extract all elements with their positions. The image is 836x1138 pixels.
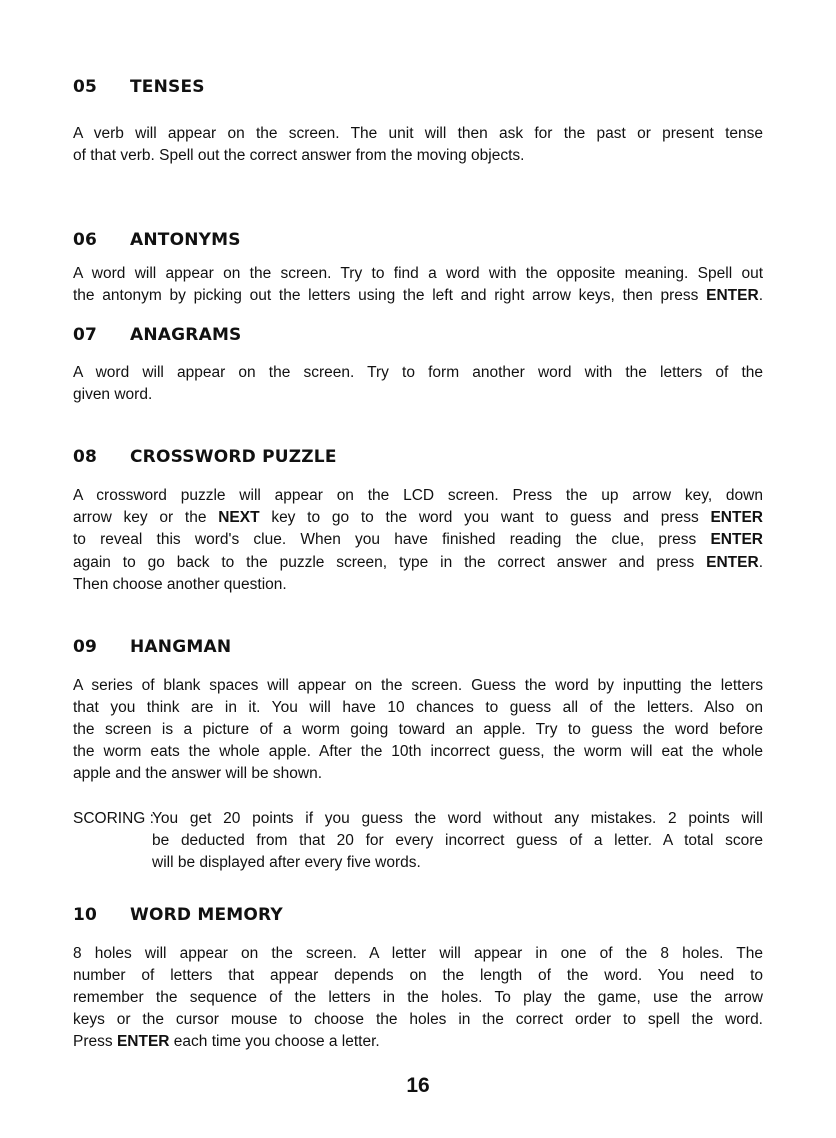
text-segment: A series of blank spaces will appear on the screen. Guess the word by inputting the letters — [73, 677, 763, 694]
text-segment: number of letters that appear depends on the length of the word. You need to — [73, 967, 763, 984]
text-segment: key to go to the word you want to guess and press — [259, 509, 711, 526]
body-text-line — [73, 146, 763, 166]
body-text-line — [73, 124, 763, 144]
body-text-line — [152, 809, 763, 829]
text-segment: apple and the answer will be shown. — [73, 765, 323, 782]
body-text-line — [73, 486, 763, 506]
text-segment: keys or the cursor mouse to choose the holes in the correct order to spell the word. — [73, 1011, 763, 1028]
body-text-line — [73, 742, 763, 762]
text-segment: . — [758, 287, 763, 304]
text-segment: be deducted from that 20 for every incorrect guess of a letter. A total score — [152, 832, 763, 849]
section-number: 09 — [73, 637, 98, 657]
body-text-line — [73, 764, 763, 784]
section-title: ANTONYMS — [130, 230, 241, 250]
body-text-line — [73, 286, 763, 306]
page-number: 16 — [406, 1074, 430, 1097]
body-text-line — [73, 988, 763, 1008]
text-segment: Press — [73, 1033, 117, 1050]
section-title: ANAGRAMS — [130, 325, 242, 345]
section-number: 10 — [73, 905, 98, 925]
text-segment: to reveal this word's clue. When you have finished reading the clue, press — [73, 531, 711, 548]
text-segment: arrow key or the — [73, 509, 219, 526]
body-text-line — [73, 720, 763, 740]
text-segment: A verb will appear on the screen. The unit will then ask for the past or present tense — [73, 125, 763, 142]
section-title: HANGMAN — [130, 637, 232, 657]
text-segment: A crossword puzzle will appear on the LCD screen. Press the up arrow key, down — [73, 487, 763, 504]
section-number: 08 — [73, 447, 98, 467]
body-text-line — [73, 508, 763, 528]
bold-key-name: ENTER — [116, 1033, 170, 1050]
body-text-line — [73, 553, 763, 573]
text-segment: . — [758, 554, 763, 571]
body-text-line — [73, 575, 763, 595]
bold-key-name: ENTER — [710, 509, 764, 526]
text-segment: A word will appear on the screen. Try to find a word with the opposite meaning. Spell out — [73, 265, 763, 282]
section-title: CROSSWORD PUZZLE — [130, 447, 337, 467]
section-number: 07 — [73, 325, 98, 345]
text-segment: A word will appear on the screen. Try to form another word with the letters of the — [73, 364, 763, 381]
bold-key-name: ENTER — [706, 554, 759, 571]
text-segment: of that verb. Spell out the correct answer from the moving objects. — [73, 147, 525, 164]
text-segment: will be displayed after every five words. — [152, 854, 421, 871]
bold-key-name: NEXT — [218, 509, 260, 526]
section-title: WORD MEMORY — [130, 905, 283, 925]
text-segment: that you think are in it. You will have 10 chances to guess all of the letters. Also on — [73, 699, 763, 716]
body-text-line — [152, 853, 763, 873]
bold-key-name: ENTER — [710, 531, 763, 548]
section-number: 05 — [73, 77, 98, 97]
text-segment: the antonym by picking out the letters using the left and right arrow keys, then press — [73, 287, 707, 304]
body-text-line — [73, 1010, 763, 1030]
body-text-line — [73, 385, 763, 405]
body-text-line — [73, 1032, 763, 1052]
body-text-line — [73, 698, 763, 718]
text-segment: 8 holes will appear on the screen. A letter will appear in one of the 8 holes. The — [73, 945, 763, 962]
text-segment: the screen is a picture of a worm going toward an apple. Try to guess the word before — [73, 721, 763, 738]
text-segment: Then choose another question. — [73, 576, 287, 593]
text-segment: the worm eats the whole apple. After the 10th incorrect guess, the worm will eat the whole — [73, 743, 763, 760]
body-text-line — [73, 944, 763, 964]
body-text-line — [73, 363, 763, 383]
text-segment: each time you choose a letter. — [169, 1033, 380, 1050]
bold-key-name: ENTER — [706, 287, 759, 304]
section-number: 06 — [73, 230, 98, 250]
text-segment: given word. — [73, 386, 153, 403]
body-text-line — [73, 264, 763, 284]
text-segment: You get 20 points if you guess the word without any mistakes. 2 points will — [152, 810, 763, 827]
scoring-label: SCORING : — [73, 810, 154, 827]
body-text-line — [73, 530, 763, 550]
body-text-line — [73, 676, 763, 696]
body-text-line — [73, 966, 763, 986]
text-segment: again to go back to the puzzle screen, type in the correct answer and press — [73, 554, 707, 571]
text-segment: remember the sequence of the letters in the holes. To play the game, use the arrow — [73, 989, 763, 1006]
section-title: TENSES — [130, 77, 205, 97]
body-text-line — [152, 831, 763, 851]
